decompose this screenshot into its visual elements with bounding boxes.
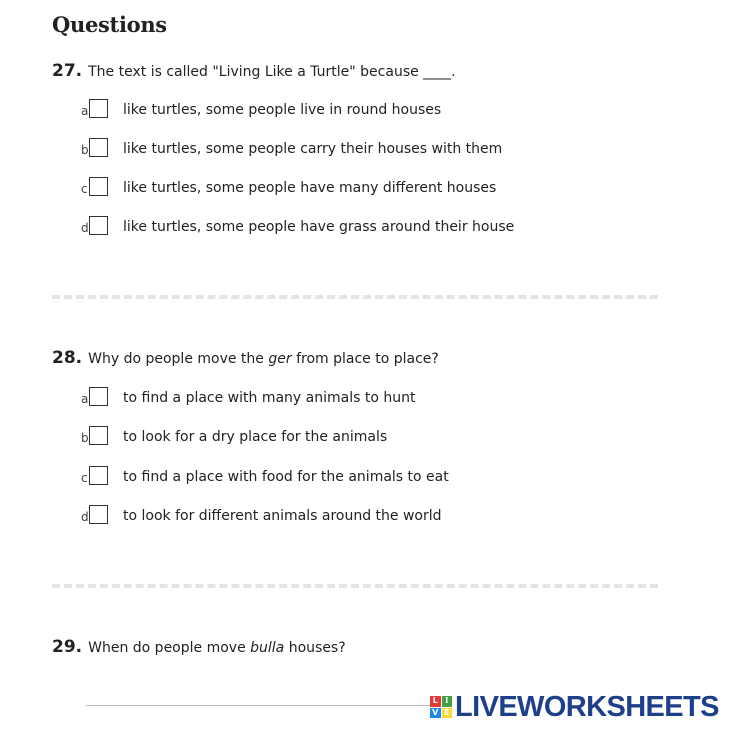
- question-number: 27.: [52, 61, 83, 81]
- logo-icon-tile: V: [430, 708, 441, 719]
- option-text: like turtles, some people live in round houses: [123, 102, 442, 118]
- option-text: like turtles, some people have many different houses: [123, 180, 497, 196]
- option-letter: a: [81, 104, 89, 118]
- answer-checkbox[interactable]: [89, 505, 108, 524]
- answer-checkbox[interactable]: [89, 99, 108, 118]
- footer-rule: [86, 705, 431, 706]
- answer-checkbox[interactable]: [89, 426, 108, 445]
- logo-icon-tile: L: [430, 696, 441, 707]
- option-text: to find a place with food for the animals to eat: [123, 469, 449, 485]
- logo-wordmark: LIVEWORKSHEETS: [455, 690, 719, 723]
- question-italic-term: bulla: [250, 640, 285, 656]
- question-text-suffix: from place to place?: [291, 351, 439, 367]
- logo-icon-tile: E: [442, 708, 453, 719]
- question-27: [52, 61, 456, 81]
- question-29: [52, 637, 346, 657]
- answer-checkbox[interactable]: [89, 177, 108, 196]
- question-italic-term: ger: [268, 351, 292, 367]
- option-letter: c: [81, 182, 88, 196]
- section-divider: [52, 584, 658, 588]
- section-divider: [52, 295, 658, 299]
- option-letter: b: [81, 143, 89, 157]
- question-number: 29.: [52, 637, 83, 657]
- question-text-suffix: houses?: [284, 640, 346, 656]
- option-text: to look for different animals around the world: [123, 508, 442, 524]
- page-heading: Questions: [52, 12, 167, 37]
- option-letter: b: [81, 431, 89, 445]
- answer-checkbox[interactable]: [89, 387, 108, 406]
- option-text: to look for a dry place for the animals: [123, 429, 388, 445]
- liveworksheets-logo-icon: [430, 696, 452, 718]
- answer-checkbox[interactable]: [89, 466, 108, 485]
- option-text: like turtles, some people carry their houses with them: [123, 141, 503, 157]
- option-letter: a: [81, 392, 89, 406]
- answer-checkbox[interactable]: [89, 138, 108, 157]
- question-text: The text is called "Living Like a Turtle" because ____.: [88, 64, 456, 80]
- question-number: 28.: [52, 348, 83, 368]
- question-28: [52, 348, 439, 368]
- option-text: to find a place with many animals to hunt: [123, 390, 416, 406]
- option-text: like turtles, some people have grass around their house: [123, 219, 515, 235]
- option-letter: d: [81, 510, 89, 524]
- logo-icon-tile: I: [442, 696, 453, 707]
- liveworksheets-logo[interactable]: [430, 690, 719, 723]
- option-letter: c: [81, 471, 88, 485]
- question-text: Why do people move the: [88, 351, 269, 367]
- question-text: When do people move: [88, 640, 251, 656]
- option-letter: d: [81, 221, 89, 235]
- answer-checkbox[interactable]: [89, 216, 108, 235]
